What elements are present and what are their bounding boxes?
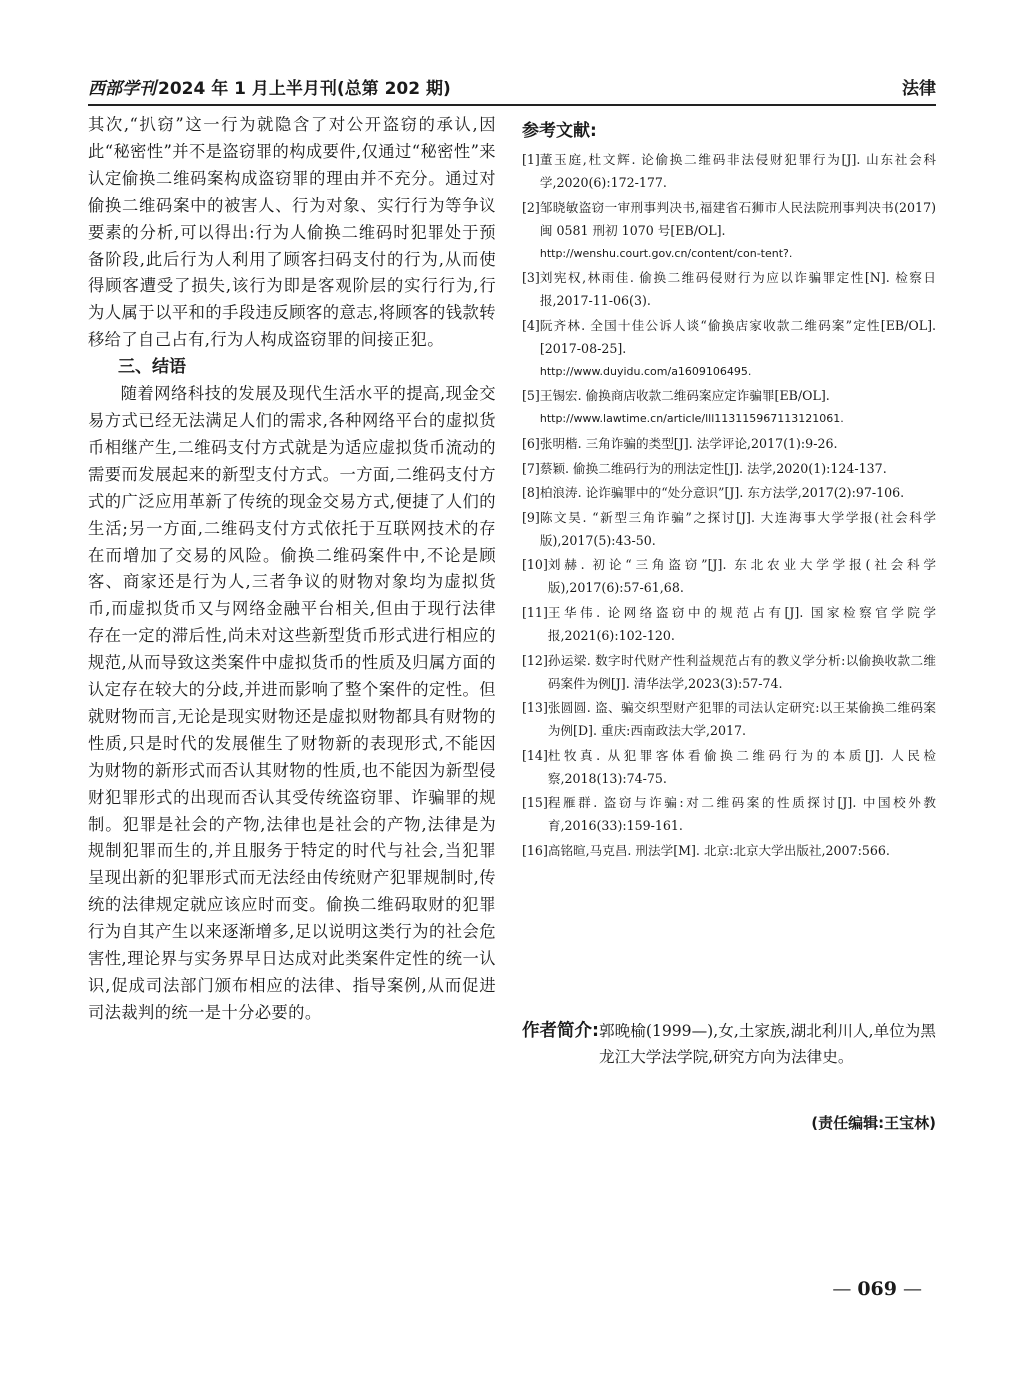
reference-item — [522, 148, 936, 194]
journal-issue: 2024 年 1 月上半月刊(总第 202 期) — [158, 79, 451, 99]
reference-number: [2] — [522, 199, 540, 215]
body-paragraph-2: 随着网络科技的发展及现代生活水平的提高,现金交易方式已经无法满足人们的需求,各种网络平台的虚拟货币相继产生,二维码支付方式就是为适应虚拟货币流动的需要而发展起来的新型支付方式。一方面,二维码支付方式的广泛应用革新了传统的现金交易方式,便捷了人们的生活;另一方面,二维码支付方式依托于互联网技术的存在而增加了交易的风险。偷换二维码案件中,不论是顾客、商家还是行为人,三者争议的财物对象均为虚拟货币,而虚拟货币又与网络金融平台相关,但由于现行法律存在一定的滞后性,尚未对这些新型货币形式进行相应的规范,从而导致这类案件中虚拟货币的性质及归属方面的认定存在较大的分歧,并进而影响了整个案件的定性。但就财物而言,无论是现实财物还是虚拟财物都具有财物的性质,只是时代的发展催生了财物新的表现形式,不能因为财物的新形式而否认其财物的性质,也不能因为新型侵财犯罪形式的出现而否认其受传统盗窃罪、诈骗罪的规制。犯罪是社会的产物,法律也是社会的产物,法律是为规制犯罪而生的,并且服务于特定的时代与社会,当犯罪呈现出新的犯罪形式而无法经由传统财产犯罪规制时,传统的法律规定就应该应时而变。偷换二维码取财的犯罪行为自其产生以来逐渐增多,足以说明这类行为的社会危害性,理论界与实务界早日达成对此类案件定性的统一认识,促成司法部门颁布相应的法律、指导案例,从而促进司法裁判的统一是十分必要的。 — [88, 384, 496, 1022]
reference-text — [540, 432, 936, 455]
reference-text — [548, 601, 936, 647]
reference-number: [12] — [522, 652, 548, 668]
reference-item — [522, 696, 936, 742]
reference-item — [522, 791, 936, 837]
reference-citation: 柏浪涛. 论诈骗罪中的“处分意识”[J]. 东方法学,2017(2):97-106. — [539, 485, 905, 501]
author-bio — [522, 1018, 936, 1070]
journal-logo: 西部学刊 — [88, 79, 156, 99]
page-header — [88, 72, 936, 100]
reference-citation: 董玉庭,杜文辉. 论偷换二维码非法侵财犯罪行为[J]. 山东社会科学,2020(6):172-177. — [539, 152, 936, 190]
reference-number: [10] — [522, 557, 548, 573]
left-column — [88, 112, 496, 1027]
reference-number: [3] — [522, 270, 540, 286]
reference-number: [9] — [522, 509, 540, 525]
reference-text — [540, 196, 936, 265]
reference-text — [548, 791, 936, 837]
reference-citation: 蔡颖. 偷换二维码行为的刑法定性[J]. 法学,2020(1):124-137. — [539, 460, 887, 476]
responsible-editor: (责任编辑:王宝林) — [811, 1114, 936, 1132]
reference-number: [13] — [522, 700, 548, 716]
reference-url: http://www.duyidu.com/a1609106495. — [539, 364, 752, 378]
dash-left-icon: — — [832, 1278, 852, 1300]
page-number-value: 069 — [857, 1278, 897, 1300]
reference-item — [522, 432, 936, 455]
reference-citation: 程雁群. 盗窃与诈骗:对二维码案的性质探讨[J]. 中国校外教育,2016(33):159-161. — [547, 795, 936, 834]
reference-item — [522, 196, 936, 265]
author-bio-label: 作者简介: — [522, 1021, 599, 1041]
reference-url: http://www.lawtime.cn/article/lll113115967113121061. — [539, 412, 844, 426]
reference-text — [540, 148, 936, 194]
reference-text — [540, 457, 936, 480]
reference-number: [16] — [522, 842, 548, 858]
reference-text — [540, 506, 936, 552]
reference-citation: 陈文昊. “新型三角诈骗”之探讨[J]. 大连海事大学学报(社会科学版),2017(5):43-50. — [539, 509, 936, 548]
reference-citation: 王锡宏. 偷换商店收款二维码案应定诈骗罪[EB/OL]. — [539, 388, 830, 404]
reference-text — [540, 266, 936, 312]
reference-citation: 刘赫. 初论“三角盗窃”[J]. 东北农业大学学报(社会科学版),2017(6):57-61,68. — [547, 557, 936, 596]
reference-citation: 杜牧真. 从犯罪客体看偷换二维码行为的本质[J]. 人民检察,2018(13):74-75. — [547, 747, 936, 786]
reference-text — [548, 553, 936, 599]
reference-number: [7] — [522, 460, 540, 476]
reference-citation: 张圆圆. 盗、骗交织型财产犯罪的司法认定研究:以王某偷换二维码案为例[D]. 重庆:西南政法大学,2017. — [547, 700, 936, 739]
reference-item — [522, 649, 936, 695]
reference-item — [522, 384, 936, 430]
reference-number: [5] — [522, 388, 540, 404]
reference-citation: 刘宪权,林雨佳. 偷换二维码侵财行为应以诈骗罪定性[N]. 检察日报,2017-11-06(3). — [539, 270, 936, 309]
dash-right-icon: — — [903, 1278, 922, 1300]
reference-text — [540, 314, 936, 383]
reference-url: http://wenshu.court.gov.cn/content/con-tent?. — [539, 246, 793, 260]
reference-number: [14] — [522, 747, 548, 763]
reference-text — [540, 384, 936, 430]
section-heading-conclusion: 三、结语 — [118, 357, 186, 378]
reference-number: [15] — [522, 795, 548, 811]
reference-number: [6] — [522, 435, 540, 451]
right-column — [522, 118, 936, 864]
author-bio-text: 郭晚榆(1999—),女,土家族,湖北利川人,单位为黑龙江大学法学院,研究方向为法律史。 — [599, 1022, 936, 1066]
reference-text — [548, 696, 936, 742]
reference-text — [540, 481, 936, 504]
reference-number: [11] — [522, 604, 548, 620]
reference-citation: 阮齐林. 全国十佳公诉人谈“偷换店家收款二维码案”定性[EB/OL].[2017-08-25]. — [539, 317, 936, 356]
journal-title — [88, 74, 451, 99]
reference-number: [4] — [522, 317, 540, 333]
reference-item — [522, 744, 936, 790]
body-paragraph-1: 其次,“扒窃”这一行为就隐含了对公开盗窃的承认,因此“秘密性”并不是盗窃罪的构成要件,仅通过“秘密性”来认定偷换二维码案构成盗窃罪的理由并不充分。通过对偷换二维码案中的被害人、行为对象、实行行为等争议要素的分析,可以得出:行为人偷换二维码时犯罪处于预备阶段,此后行为人利用了顾客扫码支付的行为,从而使得顾客遭受了损失,该行为即是客观阶层的实行行为,行为人属于以平和的手段违反顾客的意志,将顾客的钱款转移给了自己占有,行为人构成盗窃罪的间接正犯。 — [88, 115, 496, 350]
reference-text — [548, 649, 936, 695]
reference-citation: 孙运梁. 数字时代财产性利益规范占有的教义学分析:以偷换收款二维码案件为例[J]. 清华法学,2023(3):57-74. — [547, 652, 936, 691]
reference-citation: 高铭暄,马克昌. 刑法学[M]. 北京:北京大学出版社,2007:566. — [547, 842, 890, 858]
reference-citation: 王华伟. 论网络盗窃中的规范占有[J]. 国家检察官学院学报,2021(6):102-120. — [547, 604, 936, 643]
reference-citation: 邹晓敏盗窃一审刑事判决书,福建省石狮市人民法院刑事判决书(2017)闽 0581 刑初 1070 号[EB/OL]. — [539, 199, 936, 238]
reference-item — [522, 314, 936, 383]
header-divider — [88, 104, 936, 106]
page-number — [826, 1278, 928, 1300]
reference-item — [522, 553, 936, 599]
reference-item — [522, 266, 936, 312]
reference-item — [522, 506, 936, 552]
reference-citation: 张明楷. 三角诈骗的类型[J]. 法学评论,2017(1):9-26. — [539, 435, 838, 451]
section-name: 法律 — [902, 79, 936, 99]
reference-list — [522, 148, 936, 862]
reference-item — [522, 457, 936, 480]
reference-number: [1] — [522, 152, 540, 167]
reference-text — [548, 839, 936, 862]
references-title: 参考文献: — [522, 121, 597, 141]
reference-text — [548, 744, 936, 790]
reference-item — [522, 601, 936, 647]
reference-item — [522, 839, 936, 862]
reference-item — [522, 481, 936, 504]
reference-number: [8] — [522, 485, 540, 501]
